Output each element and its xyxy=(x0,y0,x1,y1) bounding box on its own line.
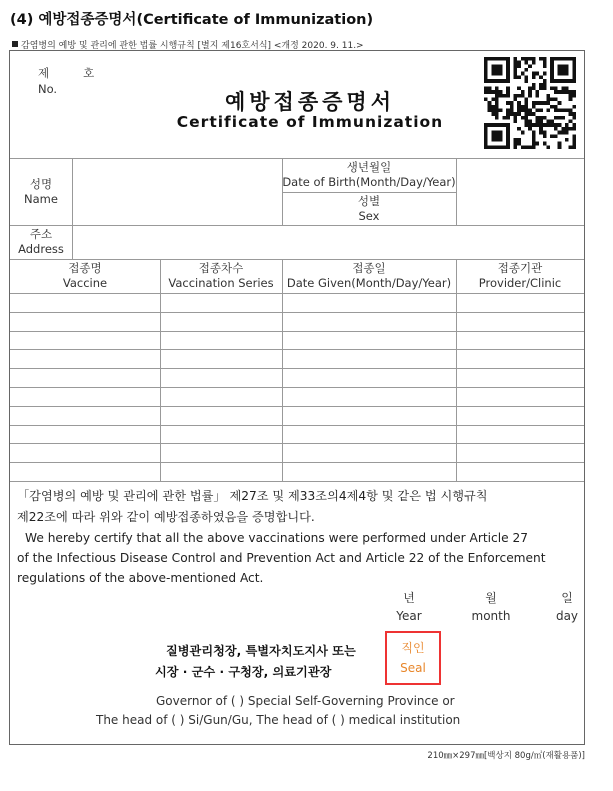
table-row xyxy=(10,349,584,350)
name-label: 성명 Name xyxy=(24,176,58,206)
column-header-vaccination-series: 접종차수 Vaccination Series xyxy=(168,261,274,290)
statement-en-line-3: regulations of the above-mentioned Act. xyxy=(17,571,264,585)
date-year-label: 년 Year xyxy=(396,591,422,623)
date-month-label: 월 month xyxy=(471,591,511,623)
square-bullet-icon xyxy=(12,41,18,47)
statement-ko-line-2: 제22조에 따라 위와 같이 예방접종하였음을 증명합니다. xyxy=(17,510,315,524)
address-label: 주소 Address xyxy=(18,227,64,256)
table-row xyxy=(10,368,584,369)
column-header-date-given: 접종일 Date Given(Month/Day/Year) xyxy=(286,261,452,290)
table-row xyxy=(10,406,584,407)
statement-en-line-1: We hereby certify that all the above vaccinations were performed under Article 27 xyxy=(25,531,529,545)
table-row xyxy=(10,481,584,482)
governor-line-2: The head of ( ) Si/Gun/Gu, The head of ( ) medical institution xyxy=(96,713,461,727)
section-title: (4) 예방접종증명서(Certificate of Immunization) xyxy=(10,12,374,28)
qr-code-icon xyxy=(484,57,576,149)
document-title-ko: 예방접종증명서 xyxy=(224,90,395,114)
seal-stamp-box xyxy=(385,631,441,685)
column-header-provider: 접종기관 Provider/Clinic xyxy=(478,261,562,290)
certificate-number-label-en: No. xyxy=(38,82,58,96)
table-row xyxy=(10,312,584,313)
table-row xyxy=(10,331,584,332)
document-title-en: Certificate of Immunization xyxy=(176,113,444,131)
certificate-number-label-ko: 제 호 xyxy=(38,66,95,80)
table-row xyxy=(10,443,584,444)
paper-spec-footer: 210㎜×297㎜[백상지 80g/㎡(재활용품)] xyxy=(427,751,585,761)
issuing-authority-ko-line-2: 시장 · 군수 · 구청장, 의료기관장 xyxy=(155,665,332,679)
statement-en-line-2: of the Infectious Disease Control and Prevention Act and Article 22 of the Enforcement xyxy=(17,551,546,565)
governor-line-1: Governor of ( ) Special Self-Governing Province or xyxy=(156,694,455,708)
certificate-form xyxy=(9,50,585,745)
seal-label-ko: 직인 xyxy=(401,641,425,655)
issuing-authority-ko-line-1: 질병관리청장, 특별자치도지사 또는 xyxy=(166,644,356,658)
table-row xyxy=(10,425,584,426)
sex-label: 성별 Sex xyxy=(357,193,381,223)
seal-label-en: Seal xyxy=(400,661,426,675)
date-of-birth-label: 생년월일 Date of Birth(Month/Day/Year) xyxy=(282,160,456,189)
column-header-vaccine: 접종명 Vaccine xyxy=(62,261,108,290)
table-row xyxy=(10,387,584,388)
law-reference-text: 감염병의 예방 및 관리에 관한 법률 시행규칙 [별지 제16호서식] <개정 2020. 9. 11.> xyxy=(21,41,364,51)
statement-ko-line-1: 「감염병의 예방 및 관리에 관한 법률」 제27조 및 제33조의4제4항 및 같은 법 시행규칙 xyxy=(17,489,488,503)
table-row xyxy=(10,462,584,463)
date-day-label: 일 day xyxy=(555,591,579,623)
